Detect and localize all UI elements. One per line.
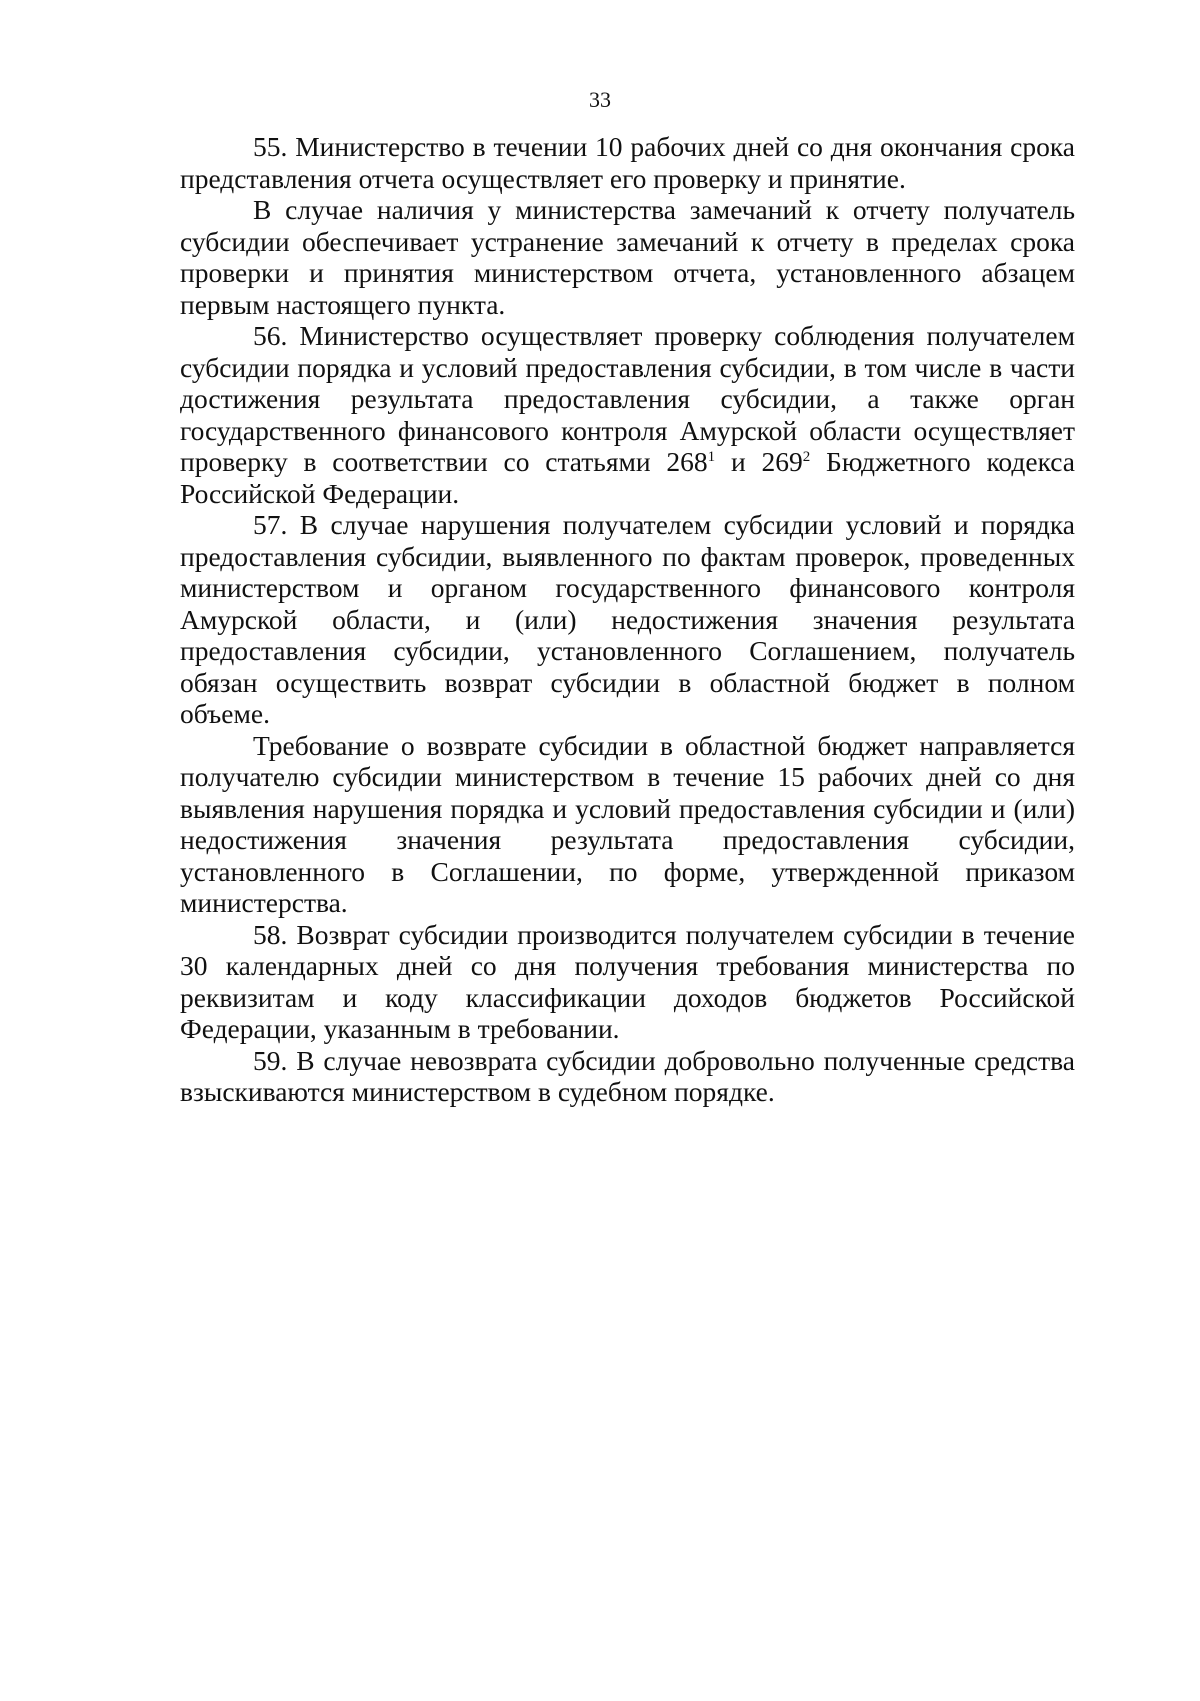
paragraph-58: 58. Возврат субсидии производится получателем субсидии в течение 30 календарных дней со дня получения требования министерства по реквизитам и коду классификации доходов бюджетов Российской Федерации, указанным в требовании. (180, 918, 1075, 1044)
page-number: 33 (589, 87, 611, 112)
paragraph-59: 59. В случае невозврата субсидии добровольно полученные средства взыскиваются министерством в судебном порядке. (180, 1044, 1075, 1107)
superscript-2: 2 (802, 448, 811, 465)
paragraph-56-part2: и 269 (715, 446, 803, 477)
superscript-1: 1 (707, 448, 716, 465)
paragraph-56-part3: Бюджетного кодекса Российской Федерации. (180, 446, 1075, 509)
paragraph-55: 55. Министерство в течении 10 рабочих дней со дня окончания срока представления отчета осуществляет его проверку и принятие. (180, 131, 1075, 194)
paragraph-57: 57. В случае нарушения получателем субсидии условий и порядка предоставления субсидии, выявленного по фактам проверок, проведенных министерством и органом государственного финансового контроля Амурской области, и (или) недостижения значения результата предоставления субсидии, установленного Соглашением, получатель обязан осуществить возврат субсидии в областной бюджет в полном объеме. (180, 509, 1075, 729)
paragraph-56-part1: 56. Министерство осуществляет проверку соблюдения получателем субсидии порядка и условий предоставления субсидии, в том числе в части достижения результата предоставления субсидии, а также орган государственного финансового контроля Амурской области осуществляет проверку в соответствии со статьями 268 (180, 320, 1075, 477)
paragraph-56 (180, 320, 1075, 509)
document-body (180, 131, 1075, 1108)
paragraph-55-remarks: В случае наличия у министерства замечаний к отчету получатель субсидии обеспечивает устранение замечаний к отчету в пределах срока проверки и принятия министерством отчета, установленного абзацем первым настоящего пункта. (180, 194, 1075, 320)
paragraph-57-requirement: Требование о возврате субсидии в областной бюджет направляется получателю субсидии министерством в течение 15 рабочих дней со дня выявления нарушения порядка и условий предоставления субсидии и (или) недостижения значения результата предоставления субсидии, установленного в Соглашении, по форме, утвержденной приказом министерства. (180, 729, 1075, 918)
